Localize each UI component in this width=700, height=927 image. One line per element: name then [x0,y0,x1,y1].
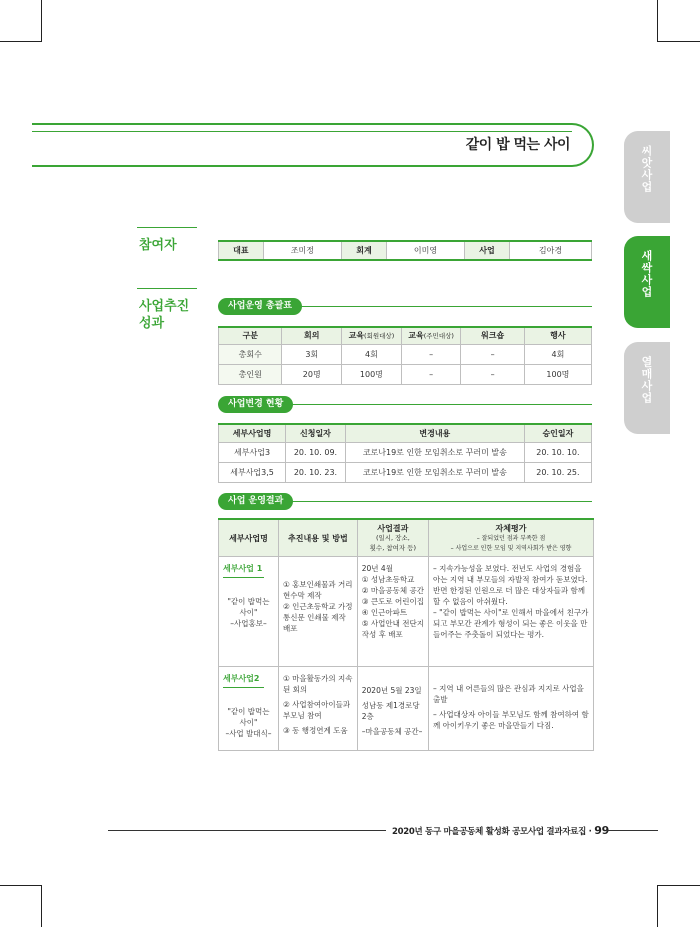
pill-line [290,501,592,502]
participant-name: 조미정 [263,241,341,260]
page-number: 99 [594,824,609,837]
sub-project-name: 사이" [239,608,258,617]
summary-cell: 4회 [342,344,402,364]
summary-cell: 100명 [342,364,402,384]
results-header-eval-sub: – 잘되었던 점과 부족한 점 [476,534,546,542]
side-tab-label: 새싹사업 [640,250,653,298]
eval-item: – 지속가능성을 보였다. 전년도 사업의 경험을 아는 지역 내 부모들의 자발적 참여가 돋보였다. 반면 한정된 인원으로 더 많은 대상자들과 함께 할 수 없음이 아쉬웠다. [433,564,588,606]
summary-header [342,327,402,344]
section-divider [137,288,197,289]
changes-header: 신청일자 [286,424,346,442]
summary-pill: 사업운영 총괄표 [218,298,302,315]
results-eval-cell [429,557,594,667]
participant-name: 김아경 [509,241,591,260]
results-header-result-sub: 횟수, 참여자 등) [369,543,417,552]
footer-title: 2020년 동구 마을공동체 활성화 공모사업 결과자료집 · [392,827,595,837]
method-item: ① 마을활동가의 지속된 회의 [283,674,353,694]
changes-cell: 코로나19로 인한 모임취소로 꾸러미 발송 [345,442,524,462]
title-bar [32,123,594,167]
sub-project-badge: 세부사업2 [223,673,264,688]
participant-name: 이미영 [386,241,464,260]
participants-label: 참여자 [139,238,177,253]
results-header-eval [429,519,594,557]
summary-header-sub: (회원대상) [364,332,395,341]
sub-project-subtitle: –사업홍보– [230,619,267,628]
side-tab-fruit[interactable] [624,342,670,434]
changes-header: 승인일자 [524,424,591,442]
summary-cell: – [401,364,461,384]
side-tab-seed[interactable] [624,131,670,223]
results-label-line1: 사업추진 [139,299,190,314]
participant-role: 사업 [465,241,510,260]
pill-line [290,404,592,405]
result-item: ④ 인근아파트 [361,608,408,617]
results-header-eval-main: 자체평가 [495,523,527,533]
results-name-cell [219,667,279,751]
crop-mark [41,885,42,927]
summary-cell: 4회 [524,344,591,364]
changes-cell: 20. 10. 23. [286,462,346,482]
side-tab-label: 씨앗사업 [640,145,653,193]
side-tab-label: 열매사업 [640,356,653,404]
crop-mark [657,885,658,927]
results-name-cell [219,557,279,667]
summary-table [218,326,592,385]
changes-cell: 20. 10. 25. [524,462,591,482]
pill-line [300,306,592,307]
changes-table [218,423,592,483]
footer-text [392,824,609,837]
summary-header: 구분 [219,327,282,344]
footer-rule-right [606,830,658,831]
changes-cell: 20. 10. 10. [524,442,591,462]
changes-cell: 20. 10. 09. [286,442,346,462]
result-item: 20년 4월 [361,564,393,573]
results-method-cell [279,667,358,751]
results-result-cell [357,557,428,667]
summary-header-sub: (주민대상) [423,332,454,341]
result-item: ⑤ 사업안내 전단지 작성 후 배포 [361,619,424,639]
participant-role: 회계 [342,241,387,260]
summary-header: 회의 [282,327,342,344]
summary-header [401,327,461,344]
result-item: 2020년 5월 23일 [361,686,422,695]
results-label-line2: 성과 [139,316,165,331]
participant-role: 대표 [219,241,264,260]
section-divider [137,227,197,228]
crop-mark [657,0,658,42]
summary-cell: – [401,344,461,364]
sub-project-name: 사이" [239,718,258,727]
summary-cell: 3회 [282,344,342,364]
summary-header-main: 교육 [348,331,365,341]
title-underline [32,131,572,132]
method-item: ① 홍보인쇄물과 거리 현수막 제작 [283,580,353,600]
sub-project-subtitle: –사업 발대식– [225,729,272,738]
result-item: –마을공동체 공간– [361,727,423,736]
method-item: ② 사업참여아이들과 부모님 참여 [283,700,351,720]
result-item: ① 성남초등학교 [361,575,415,584]
changes-header: 세부사업명 [219,424,286,442]
summary-cell: 총인원 [219,364,282,384]
eval-item: – 지역 내 어른들의 많은 관심과 지지로 사업을 출발 [433,684,584,704]
results-label [139,298,189,332]
sub-project-name: "같이 밥먹는 [227,597,270,606]
summary-header: 워크숍 [461,327,524,344]
results-header-result-main: 사업결과 [377,523,409,533]
changes-header: 변경내용 [345,424,524,442]
summary-header: 행사 [524,327,591,344]
results-header-result-sub: (일시, 장소, [375,533,410,542]
results-table [218,518,594,751]
changes-cell: 코로나19로 인한 모임취소로 꾸러미 발송 [345,462,524,482]
results-header-name: 세부사업명 [219,519,279,557]
changes-pill: 사업변경 현황 [218,396,293,413]
eval-item: – 사업대상자 아이들 부모님도 함께 참여하여 함께 아이키우기 좋은 마을만들기 다짐. [433,710,589,730]
summary-cell: 총회수 [219,344,282,364]
changes-cell: 세부사업3,5 [219,462,286,482]
crop-mark [658,885,700,886]
eval-item: – "같이 밥먹는 사이"로 인해서 마을에서 친구가 되고 부모간 관계가 형성이 되는 좋은 이웃을 만들어주는 주춧돌이 되었다는 평가. [433,608,589,639]
summary-cell: 20명 [282,364,342,384]
sub-project-badge: 세부사업 1 [223,563,264,578]
summary-cell: – [461,364,524,384]
changes-cell: 세부사업3 [219,442,286,462]
crop-mark [0,885,42,886]
result-item: ② 마을공동체 공간 [361,586,424,595]
results-eval-cell [429,667,594,751]
side-tab-sprout[interactable] [624,236,670,328]
results-result-cell [357,667,428,751]
result-item: ③ 큰도로 어린이집 [361,597,424,606]
result-item: 성남동 제1경로당 2층 [361,701,420,721]
sub-project-name: "같이 밥먹는 [227,707,270,716]
method-item: ② 인근초등학교 가정 통신문 인쇄물 제작 배포 [283,602,353,633]
results-method-cell [279,557,358,667]
crop-mark [0,41,42,42]
summary-cell: 100명 [524,364,591,384]
summary-header-main: 교육 [408,331,424,341]
footer-rule-left [108,830,386,831]
crop-mark [41,0,42,42]
results-header-method: 추진내용 및 방법 [279,519,358,557]
results-pill: 사업 운영결과 [218,493,293,510]
results-header-result [357,519,428,557]
crop-mark [658,41,700,42]
summary-cell: – [461,344,524,364]
page-title: 같이 밥 먹는 사이 [465,137,570,153]
method-item: ③ 동 행정연계 도움 [283,726,348,735]
participants-table [218,240,592,261]
results-header-eval-sub: – 사업으로 인한 모임 및 지역사회가 받은 영향 [450,544,572,552]
